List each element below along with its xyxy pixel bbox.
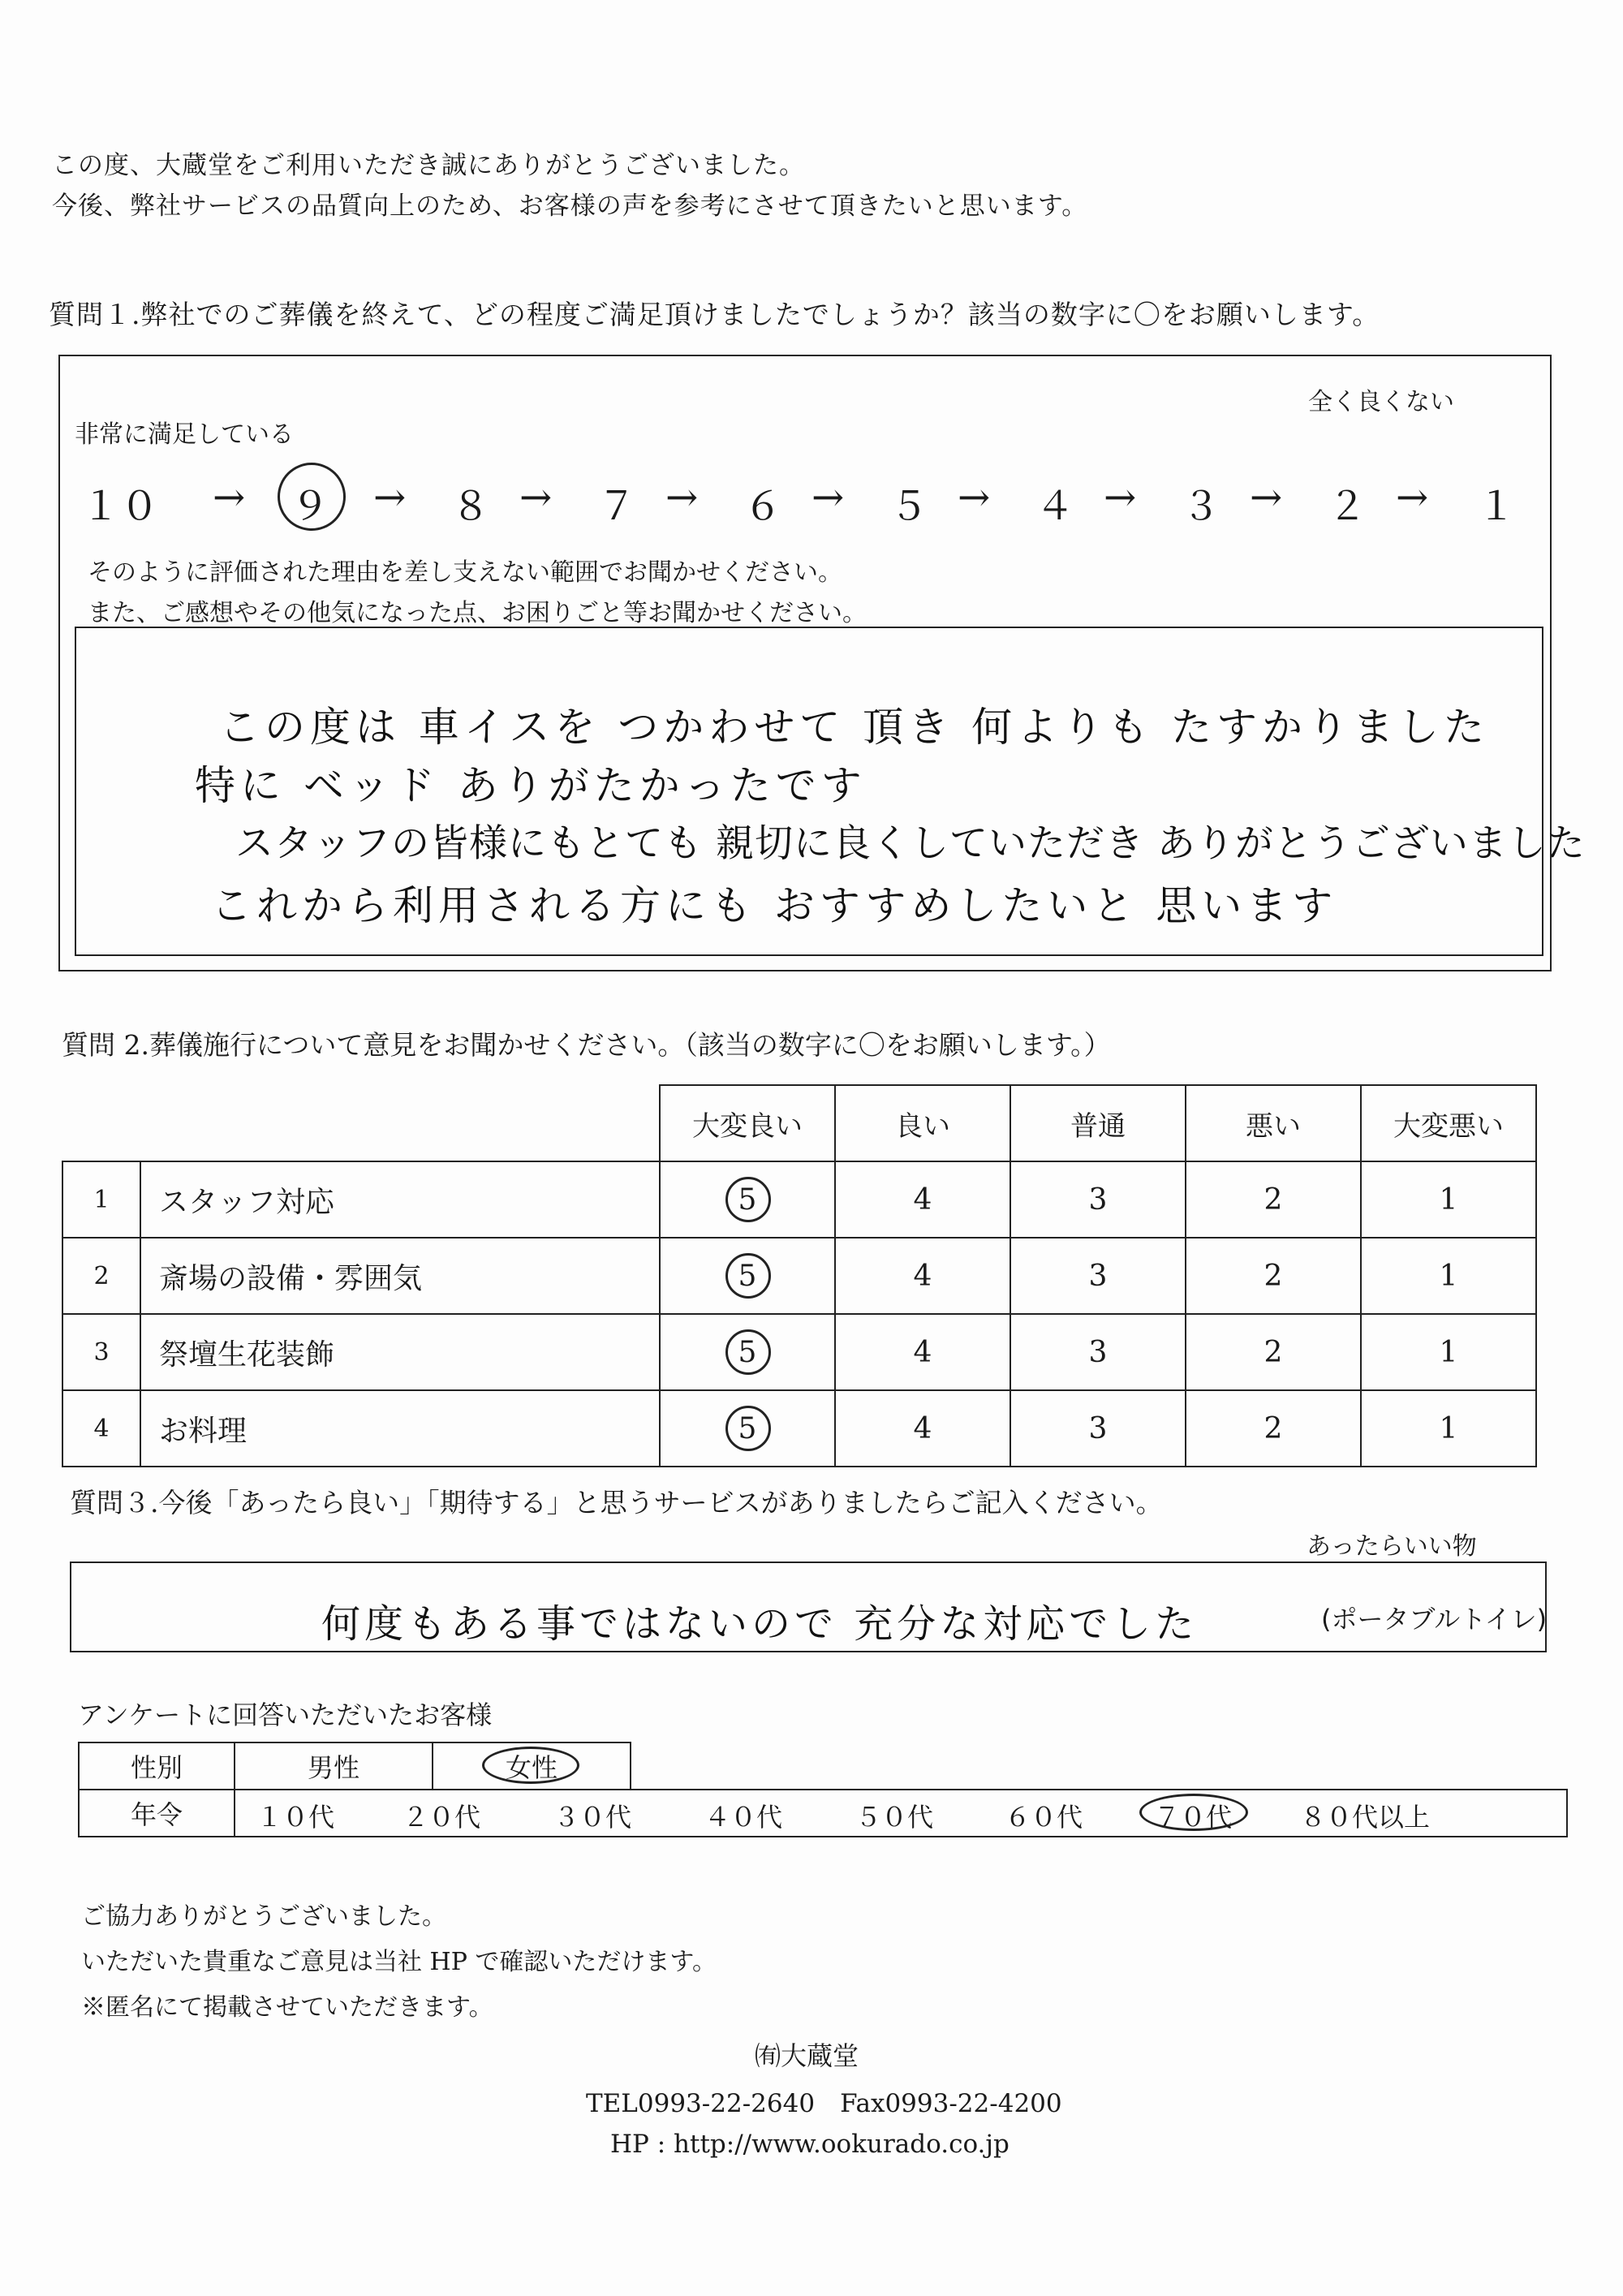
q1-label-low: 全く良くない — [1308, 388, 1454, 416]
selected-circle — [725, 1406, 771, 1451]
gender-female[interactable] — [433, 1742, 631, 1790]
q2-header-bad: 悪い — [1186, 1085, 1361, 1161]
q2-title: 質問 2.葬儀施行について意見をお聞かせください。（該当の数字に〇をお願いします。） — [62, 1029, 1111, 1061]
q1-label-high: 非常に満足している — [75, 420, 294, 449]
q2-score-2[interactable]: 2 — [1186, 1390, 1361, 1467]
scale-9[interactable]: ９ — [291, 484, 330, 529]
scale-arrow: → — [665, 475, 699, 520]
q2-row — [62, 1314, 1536, 1390]
age-30[interactable]: ３０代 — [553, 1802, 632, 1833]
footer-hp-note: いただいた貴重なご意見は当社 HP で確認いただけます。 — [81, 1948, 717, 1976]
intro-line-1: この度、大蔵堂をご利用いただき誠にありがとうございました。 — [52, 151, 805, 180]
q2-score-1[interactable]: 1 — [1361, 1314, 1536, 1390]
gender-male[interactable]: 男性 — [235, 1742, 433, 1790]
scale-4[interactable]: ４ — [1035, 484, 1075, 529]
age-label: 年令 — [79, 1790, 235, 1837]
q2-score-2[interactable]: 2 — [1186, 1314, 1361, 1390]
q2-row-no: 1 — [62, 1161, 140, 1238]
scale-3[interactable]: ３ — [1182, 484, 1221, 529]
q1-reason-line-2: また、ご感想やその他気になった点、お困りごと等お聞かせください。 — [88, 599, 867, 627]
q1-reason-line-1: そのように評価された理由を差し支えない範囲でお聞かせください。 — [88, 558, 842, 587]
score-value: 5 — [738, 1335, 757, 1369]
footer-thanks: ご協力ありがとうございました。 — [81, 1902, 446, 1931]
score-value: 5 — [738, 1182, 757, 1217]
respondent-table — [78, 1742, 1568, 1837]
q1-answer-line-4: これから利用される方にも おすすめしたいと 思います — [211, 882, 1338, 929]
q2-row-label: スタッフ対応 — [140, 1161, 660, 1238]
age-options — [235, 1790, 1567, 1837]
age-50[interactable]: ５０代 — [855, 1802, 934, 1833]
q2-score-4[interactable]: 4 — [835, 1314, 1010, 1390]
q2-score-5[interactable] — [660, 1161, 835, 1238]
q2-row-label: 祭壇生花装飾 — [140, 1314, 660, 1390]
q1-answer-line-1: この度は 車イスを つかわせて 頂き 何よりも たすかりました — [219, 704, 1489, 751]
q2-score-4[interactable]: 4 — [835, 1238, 1010, 1314]
age-40[interactable]: ４０代 — [704, 1802, 783, 1833]
q3-answer: 何度もある事ではないので 充分な対応でした — [321, 1601, 1199, 1647]
q2-header-very-bad: 大変悪い — [1361, 1085, 1536, 1161]
q3-title: 質問３.今後「あったら良い」「期待する」と思うサービスがありましたらご記入ください。 — [70, 1487, 1163, 1518]
q1-answer-line-2: 特に ベッド ありがたかったです — [195, 762, 867, 809]
scale-10[interactable]: １０ — [81, 484, 160, 529]
q2-row-no: 3 — [62, 1314, 140, 1390]
q3-note-top: あったらいい物 — [1307, 1532, 1477, 1561]
scale-arrow: → — [1250, 475, 1283, 520]
q1-title: 質問１.弊社でのご葬儀を終えて、どの程度ご満足頂けましたでしょうか？該当の数字に〇をお願いします。 — [49, 299, 1380, 330]
scale-2[interactable]: ２ — [1328, 484, 1367, 529]
scale-arrow: → — [373, 475, 407, 520]
footer-anonymous-note: ※匿名にて掲載させていただきます。 — [81, 1993, 493, 2022]
age-selected-circle — [1139, 1794, 1248, 1831]
q2-row-no: 4 — [62, 1390, 140, 1467]
scale-arrow: → — [1396, 475, 1429, 520]
scale-arrow: → — [519, 475, 553, 520]
q2-score-1[interactable]: 1 — [1361, 1161, 1536, 1238]
gender-label: 性別 — [79, 1742, 235, 1790]
age-10[interactable]: １０代 — [256, 1802, 335, 1833]
q2-header-normal: 普通 — [1010, 1085, 1186, 1161]
selected-circle — [725, 1253, 771, 1299]
company-contact: TEL0993-22-2640 Fax0993-22-4200 — [586, 2089, 1062, 2118]
q2-header-good: 良い — [835, 1085, 1010, 1161]
q1-answer-line-3: スタッフの皆様にもとても 親切に良くしていただき ありがとうございました — [235, 821, 1586, 866]
scale-6[interactable]: ６ — [743, 484, 783, 529]
age-60[interactable]: ６０代 — [1005, 1802, 1083, 1833]
score-value: 5 — [738, 1411, 757, 1445]
q3-note: (ポータブルトイレ) — [1321, 1604, 1548, 1635]
q2-row — [62, 1161, 1536, 1238]
scale-1[interactable]: １ — [1477, 484, 1517, 529]
q2-row — [62, 1238, 1536, 1314]
gender-female-value: 女性 — [505, 1752, 558, 1783]
q2-score-5[interactable] — [660, 1238, 835, 1314]
scale-arrow: → — [213, 475, 246, 520]
scale-7[interactable]: ７ — [597, 484, 637, 529]
scale-5[interactable]: ５ — [889, 484, 929, 529]
q2-score-5[interactable] — [660, 1314, 835, 1390]
q2-header-very-good: 大変良い — [660, 1085, 835, 1161]
company-hp[interactable]: HP : http://www.ookurado.co.jp — [610, 2130, 1010, 2159]
q2-score-3[interactable]: 3 — [1010, 1161, 1186, 1238]
q2-score-4[interactable]: 4 — [835, 1161, 1010, 1238]
scale-arrow: → — [958, 475, 991, 520]
q2-row-no: 2 — [62, 1238, 140, 1314]
scale-arrow: → — [812, 475, 845, 520]
age-70[interactable]: ７０代 — [1154, 1802, 1233, 1833]
q2-score-2[interactable]: 2 — [1186, 1161, 1361, 1238]
q2-header-row — [62, 1085, 1536, 1161]
age-80-plus[interactable]: ８０代以上 — [1300, 1802, 1431, 1833]
intro-line-2: 今後、弊社サービスの品質向上のため、お客様の声を参考にさせて頂きたいと思います。 — [52, 192, 1088, 221]
score-value: 5 — [738, 1259, 757, 1293]
q2-row-label: お料理 — [140, 1390, 660, 1467]
q2-score-2[interactable]: 2 — [1186, 1238, 1361, 1314]
q2-score-5[interactable] — [660, 1390, 835, 1467]
company-name: ㈲大蔵堂 — [755, 2040, 859, 2071]
q2-score-1[interactable]: 1 — [1361, 1238, 1536, 1314]
q2-table — [62, 1084, 1537, 1467]
q2-score-3[interactable]: 3 — [1010, 1314, 1186, 1390]
scale-8[interactable]: ８ — [451, 484, 491, 529]
q2-score-3[interactable]: 3 — [1010, 1390, 1186, 1467]
selected-circle — [725, 1329, 771, 1375]
q2-score-1[interactable]: 1 — [1361, 1390, 1536, 1467]
age-row — [79, 1790, 1567, 1837]
gender-row — [79, 1742, 1567, 1790]
scale-selected-circle — [278, 463, 346, 531]
q2-row — [62, 1390, 1536, 1467]
scale-arrow: → — [1104, 475, 1137, 520]
gender-selected-circle — [482, 1747, 579, 1784]
selected-circle — [725, 1177, 771, 1222]
age-20[interactable]: ２０代 — [403, 1802, 481, 1833]
q2-row-label: 斎場の設備・雰囲気 — [140, 1238, 660, 1314]
q2-score-4[interactable]: 4 — [835, 1390, 1010, 1467]
q2-score-3[interactable]: 3 — [1010, 1238, 1186, 1314]
respondent-title: アンケートに回答いただいたお客様 — [78, 1699, 493, 1730]
